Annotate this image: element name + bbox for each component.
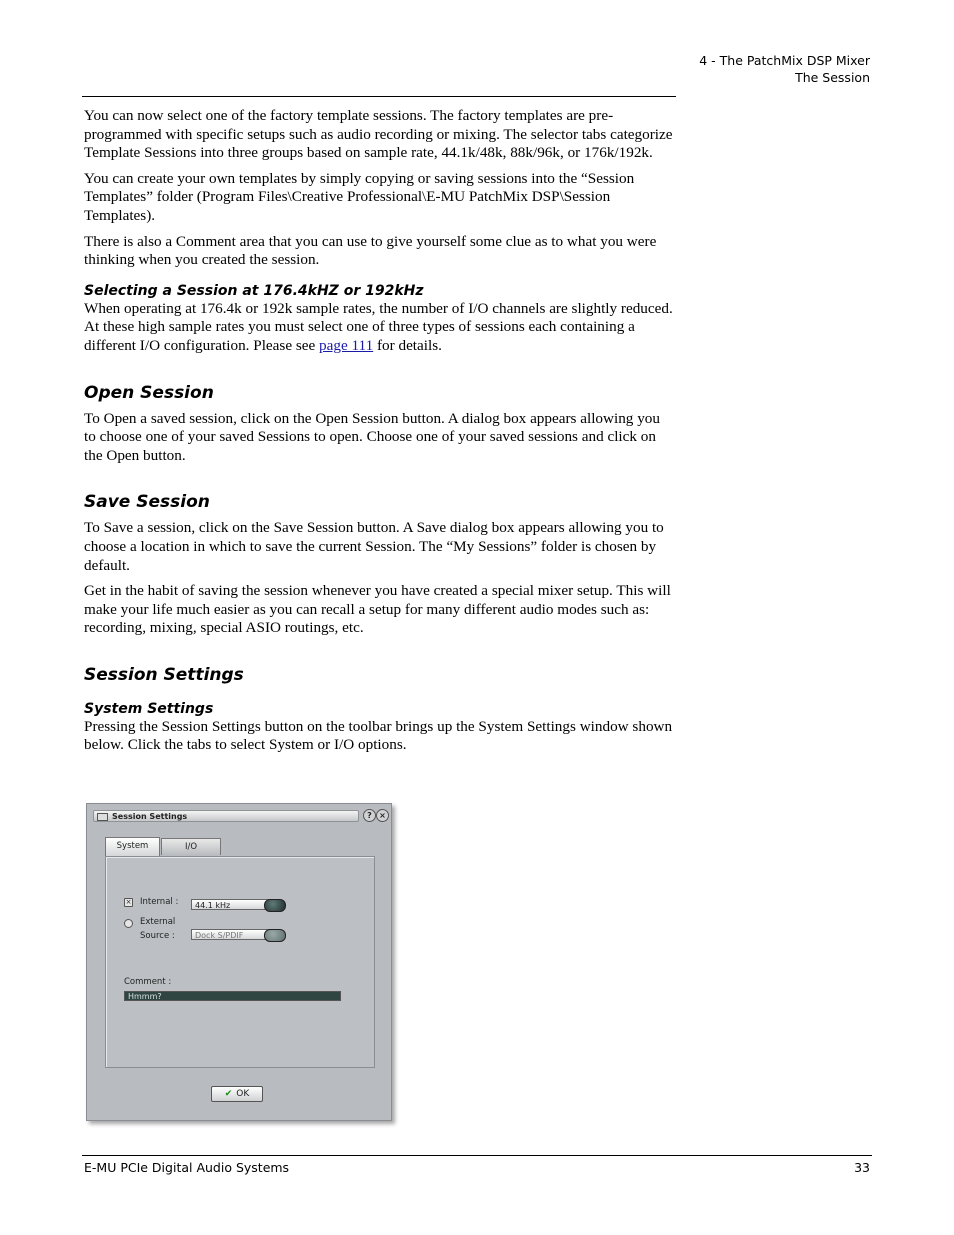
header-chapter: 4 - The PatchMix DSP Mixer: [699, 53, 870, 68]
page-number: 33: [854, 1160, 870, 1175]
heading-selecting-session: Selecting a Session at 176.4kHZ or 192kHz: [84, 282, 424, 299]
header-rule: [82, 96, 676, 97]
checkmark-icon: ✔: [224, 1089, 233, 1099]
source-label: Source :: [140, 931, 175, 941]
dialog-title: Session Settings: [112, 812, 188, 821]
paragraph: To Save a session, click on the Save Session button. A Save dialog box appears allowing you to choose a location in which to save the current Session. The “My Sessions” folder is chosen by default.: [84, 519, 664, 574]
settings-panel: [105, 856, 375, 1068]
heading-system-settings: System Settings: [84, 700, 214, 717]
heading-session-settings: Session Settings: [84, 664, 244, 685]
help-icon[interactable]: ?: [363, 809, 376, 822]
paragraph: To Open a saved session, click on the Open Session button. A dialog box appears allowing you to choose one of your saved Sessions to open. Choose one of your saved sessions and click on the Open button.: [84, 409, 660, 464]
paragraph: You can now select one of the factory template sessions. The factory templates are pre-programmed with specific setups such as audio recording or mixing. The selector tabs categorize Template Sessions into three groups based on sample rate, 44.1k/48k, 88k/96k, or 176k/192k.: [84, 107, 673, 162]
comment-label: Comment :: [124, 977, 172, 987]
paragraph: There is also a Comment area that you can use to give yourself some clue as to what you were thinking when you created the session.: [84, 232, 657, 269]
paragraph: Get in the habit of saving the session whenever you have created a special mixer setup. This will make your life much easier as you can recall a setup for many different audio modes such as: recording, mixing, special ASIO routings, etc.: [84, 582, 671, 637]
footer-title: E-MU PCIe Digital Audio Systems: [84, 1160, 290, 1175]
internal-rate-select[interactable]: 44.1 kHz: [191, 899, 271, 910]
tab-io[interactable]: I/O: [161, 838, 221, 855]
paragraph-text: When operating at 176.4k or 192k sample rates, the number of I/O channels are slightly reduced. At these high sample rates you must select one of three types of sessions each containing a different I/O configuration. Please see: [84, 299, 673, 354]
dialog-titlebar: [93, 810, 359, 822]
internal-rate-knob[interactable]: [264, 899, 286, 912]
ok-label: OK: [236, 1089, 250, 1099]
close-icon[interactable]: ×: [376, 809, 389, 822]
external-radio[interactable]: [124, 919, 133, 928]
main-content: [84, 107, 674, 762]
heading-open-session: Open Session: [84, 382, 214, 403]
paragraph: You can create your own templates by simply copying or saving sessions into the “Session Templates” folder (Program Files\Creative Professional\E-MU PatchMix DSP\Session Templates).: [84, 169, 635, 224]
tab-system[interactable]: System: [105, 837, 160, 856]
source-knob[interactable]: [264, 929, 286, 942]
comment-input[interactable]: Hmmm?: [124, 991, 341, 1001]
session-settings-dialog: [86, 803, 392, 1121]
footer-rule: [82, 1155, 872, 1156]
internal-label: Internal :: [140, 897, 179, 907]
paragraph: Pressing the Session Settings button on the toolbar brings up the System Settings window shown below. Click the tabs to select System or I/O options.: [84, 717, 673, 754]
window-icon: [97, 813, 108, 821]
page-link[interactable]: page 111: [319, 336, 374, 354]
paragraph-text: for details.: [373, 336, 442, 354]
ok-button[interactable]: [211, 1086, 263, 1102]
header-section: The Session: [795, 70, 870, 85]
paragraph: [84, 300, 674, 356]
heading-save-session: Save Session: [84, 492, 210, 513]
internal-radio[interactable]: ×: [125, 898, 132, 906]
source-select[interactable]: Dock S/PDIF: [191, 929, 271, 940]
running-header: [699, 52, 870, 86]
external-label: External: [140, 917, 176, 927]
